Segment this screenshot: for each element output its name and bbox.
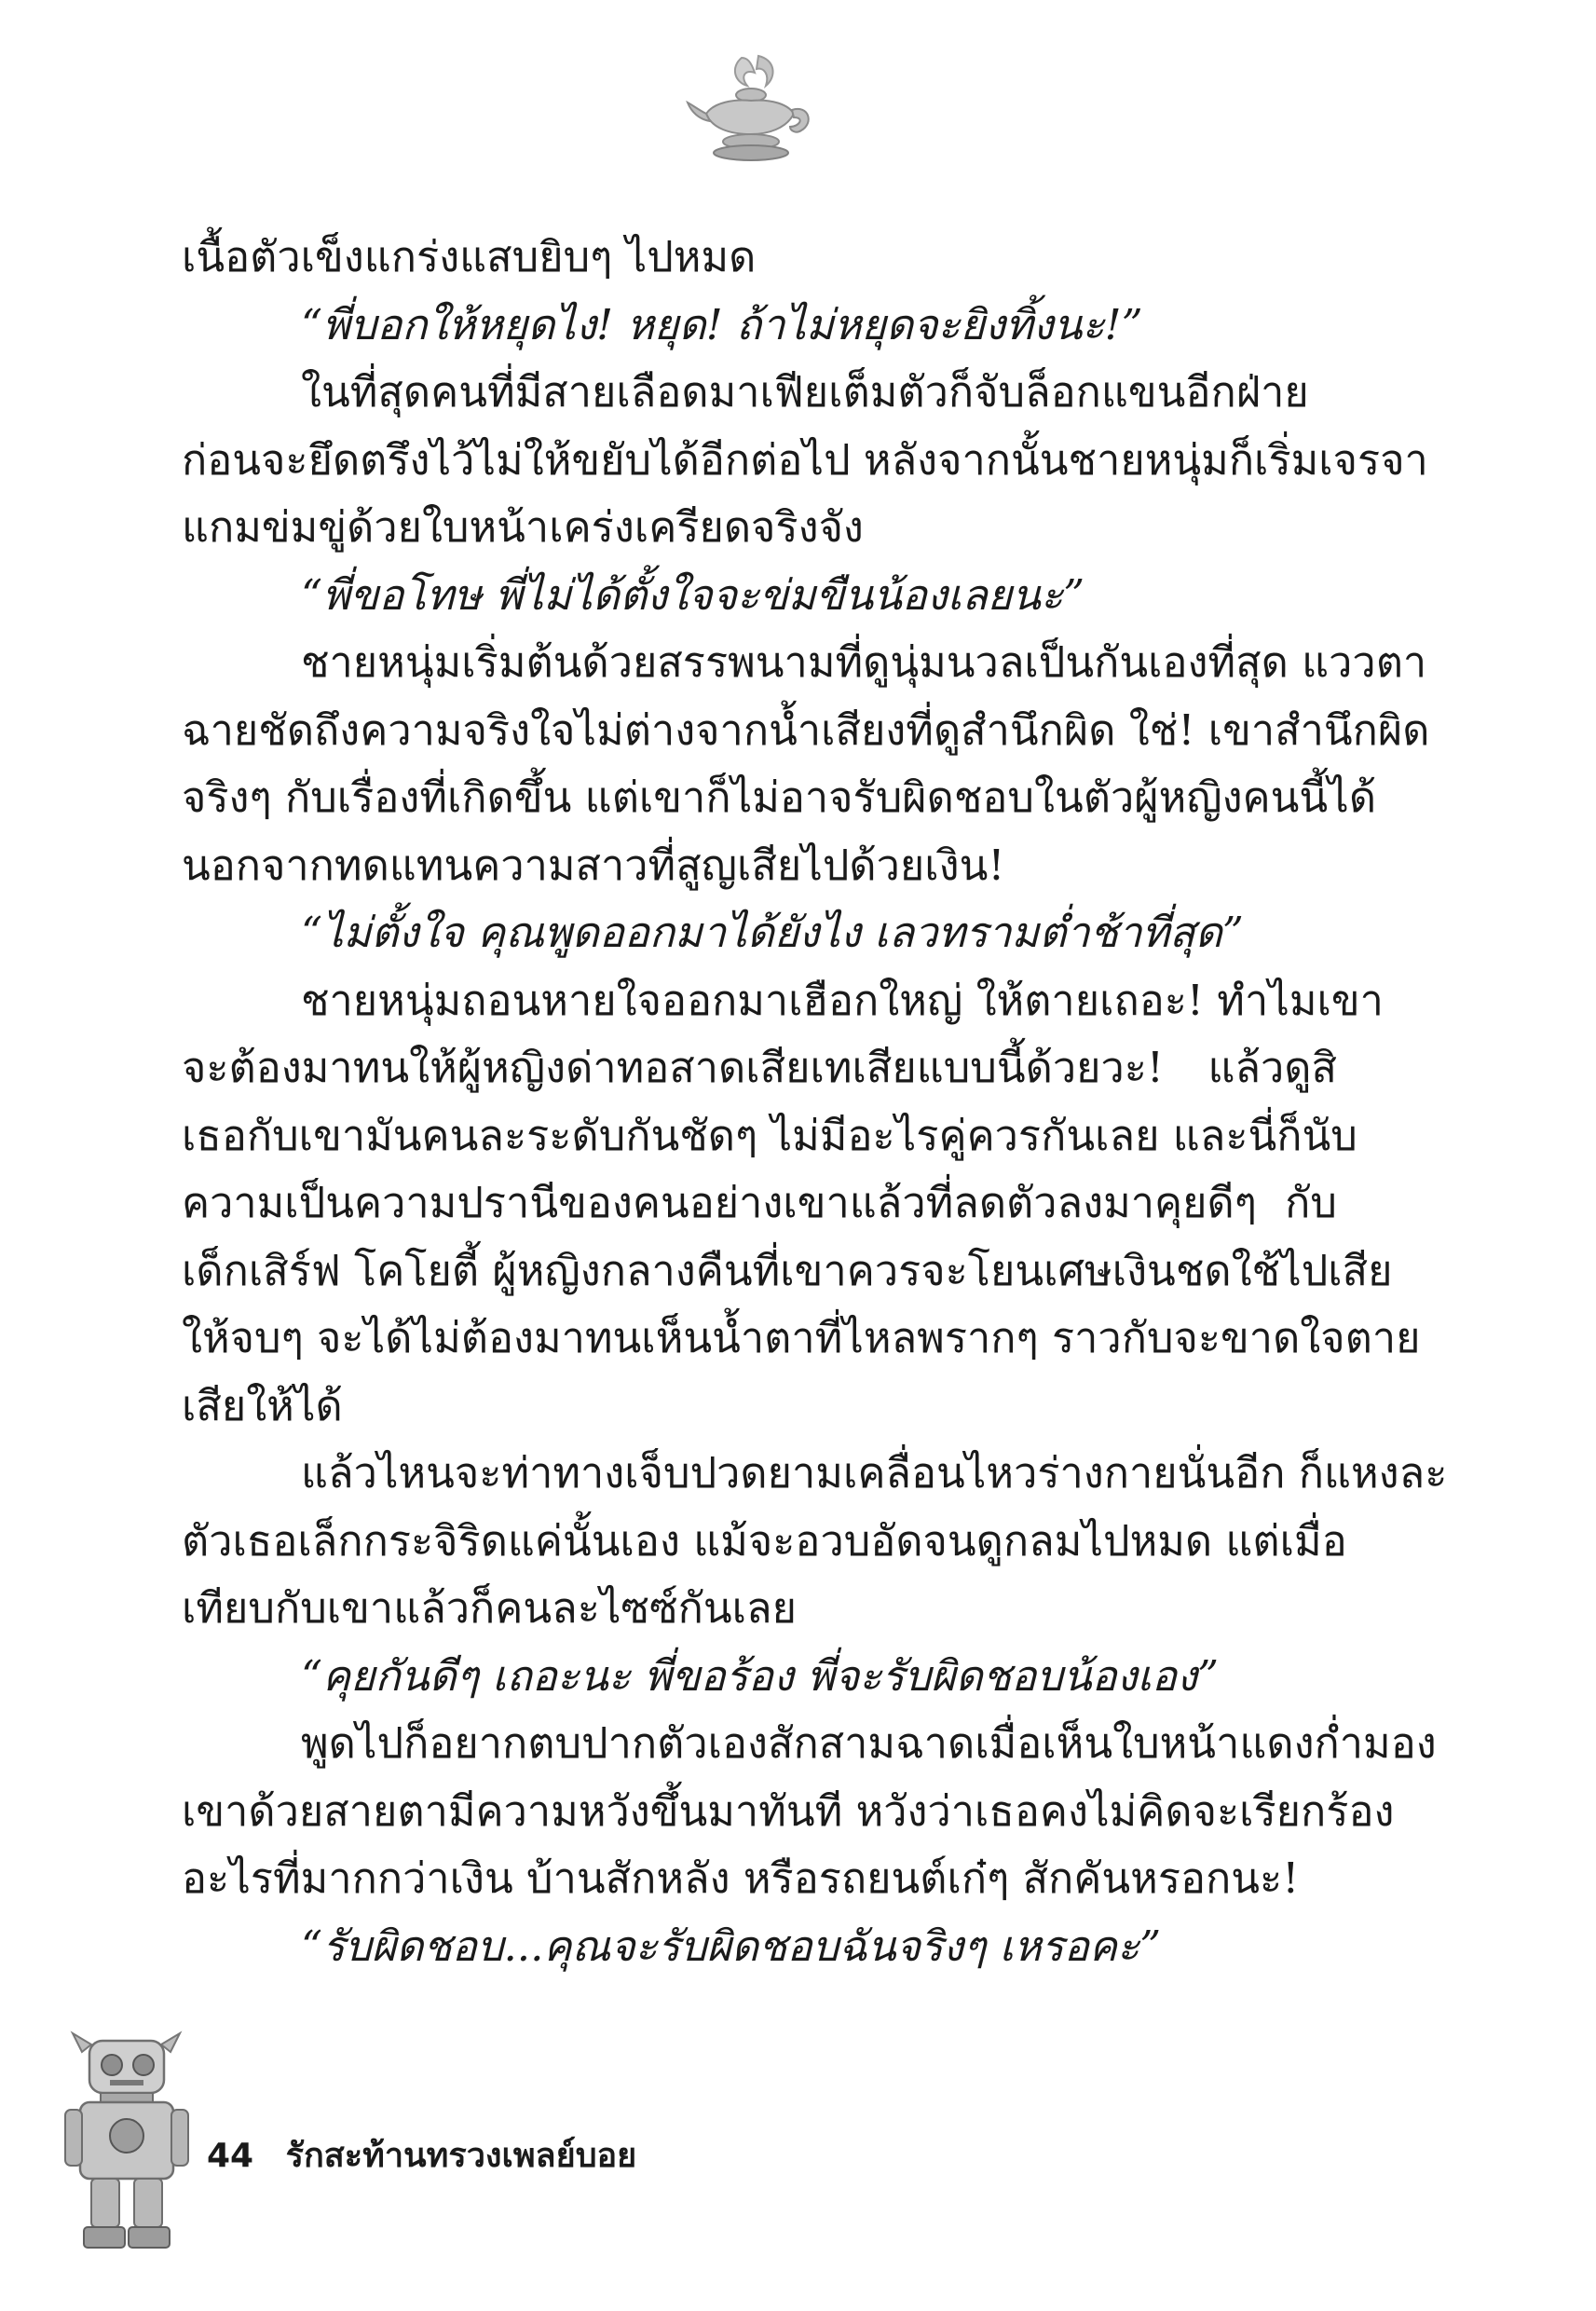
text-line: ชายหนุ่มเริ่มต้นด้วยสรรพนามที่ดูนุ่มนวลเป็นกันเองที่สุด แววตา [301,637,1427,687]
dialogue-line: “คุยกันดีๆ เถอะนะ พี่ขอร้อง พี่จะรับผิดชอบน้องเอง” [301,1650,1219,1701]
body-text [182,224,1448,1980]
page-footer [207,2128,636,2181]
text-line: จะต้องมาทนให้ผู้หญิงด่าทอสาดเสียเทเสียแบบนี้ด้วยวะ! แล้วดูสิ [182,1043,1337,1092]
page-number: 44 [207,2137,254,2175]
text-line: พูดไปก็อยากตบปากตัวเองสักสามฉาดเมื่อเห็นใบหน้าแดงก่ำมอง [301,1718,1437,1768]
text-line: ชายหนุ่มถอนหายใจออกมาเฮือกใหญ่ ให้ตายเถอะ! ทำไมเขา [301,975,1384,1025]
magic-lamp-icon [686,48,816,165]
text-line: เด็กเสิร์ฟ โคโยตี้ ผู้หญิงกลางคืนที่เขาควรจะโยนเศษเงินชดใช้ไปเสีย [182,1245,1393,1295]
text-line: แกมข่มขู่ด้วยใบหน้าเคร่งเครียดจริงจัง [182,502,864,552]
text-line: ฉายชัดถึงความจริงใจไม่ต่างจากน้ำเสียงที่ดูสำนึกผิด ใช่! เขาสำนึกผิด [182,704,1430,755]
text-line: เนื้อตัวเข็งแกร่งแสบยิบๆ ไปหมด [182,232,757,281]
text-line: เทียบกับเขาแล้วก็คนละไซซ์กันเลย [182,1583,797,1633]
dialogue-line: “พี่บอกให้หยุดไง! หยุด! ถ้าไม่หยุดจะยิงทิ้งนะ!” [301,299,1143,349]
dialogue-line: “พี่ขอโทษ พี่ไม่ได้ตั้งใจจะข่มขืนน้องเลยนะ” [301,569,1085,620]
text-line: เขาด้วยสายตามีความหวังขึ้นมาทันที หวังว่าเธอคงไม่คิดจะเรียกร้อง [182,1785,1395,1836]
text-line: ในที่สุดคนที่มีสายเลือดมาเฟียเต็มตัวก็จับล็อกแขนอีกฝ่าย [301,367,1309,417]
text-line: ตัวเธอเล็กกระจิริดแค่นั้นเอง แม้จะอวบอัดจนดูกลมไปหมด แต่เมื่อ [182,1515,1347,1566]
text-line: นอกจากทดแทนความสาวที่สูญเสียไปด้วยเงิน! [182,840,1005,890]
text-line: เธอกับเขามันคนละระดับกันชัดๆ ไม่มีอะไรคู่ควรกันเลย และนี่ก็นับ [182,1110,1357,1160]
robot-icon [63,2024,189,2255]
text-line: เสียให้ได้ [182,1380,343,1430]
text-line: ให้จบๆ จะได้ไม่ต้องมาทนเห็นน้ำตาที่ไหลพรากๆ ราวกับจะขาดใจตาย [182,1313,1421,1362]
text-line: จริงๆ กับเรื่องที่เกิดขึ้น แต่เขาก็ไม่อาจรับผิดชอบในตัวผู้หญิงคนนี้ได้ [182,773,1377,822]
dialogue-line: “ไม่ตั้งใจ คุณพูดออกมาได้ยังไง เลวทรามต่ำช้าที่สุด” [301,908,1244,957]
text-line: อะไรที่มากกว่าเงิน บ้านสักหลัง หรือรถยนต์เก๋ๆ สักคันหรอกนะ! [182,1853,1300,1903]
text-line: ก่อนจะยึดตรึงไว้ไม่ให้ขยับได้อีกต่อไป หลังจากนั้นชายหนุ่มก็เริ่มเจรจา [182,434,1428,485]
dialogue-line: “รับผิดชอบ...คุณจะรับผิดชอบฉันจริงๆ เหรอคะ” [301,1921,1162,1971]
text-line: ความเป็นความปรานีของคนอย่างเขาแล้วที่ลดตัวลงมาคุยดีๆ กับ [182,1178,1337,1227]
text-line: แล้วไหนจะท่าทางเจ็บปวดยามเคลื่อนไหวร่างกายนั่นอีก ก็แหงละ [301,1448,1448,1497]
book-title: รักสะท้านทรวงเพลย์บอย [285,2137,637,2175]
